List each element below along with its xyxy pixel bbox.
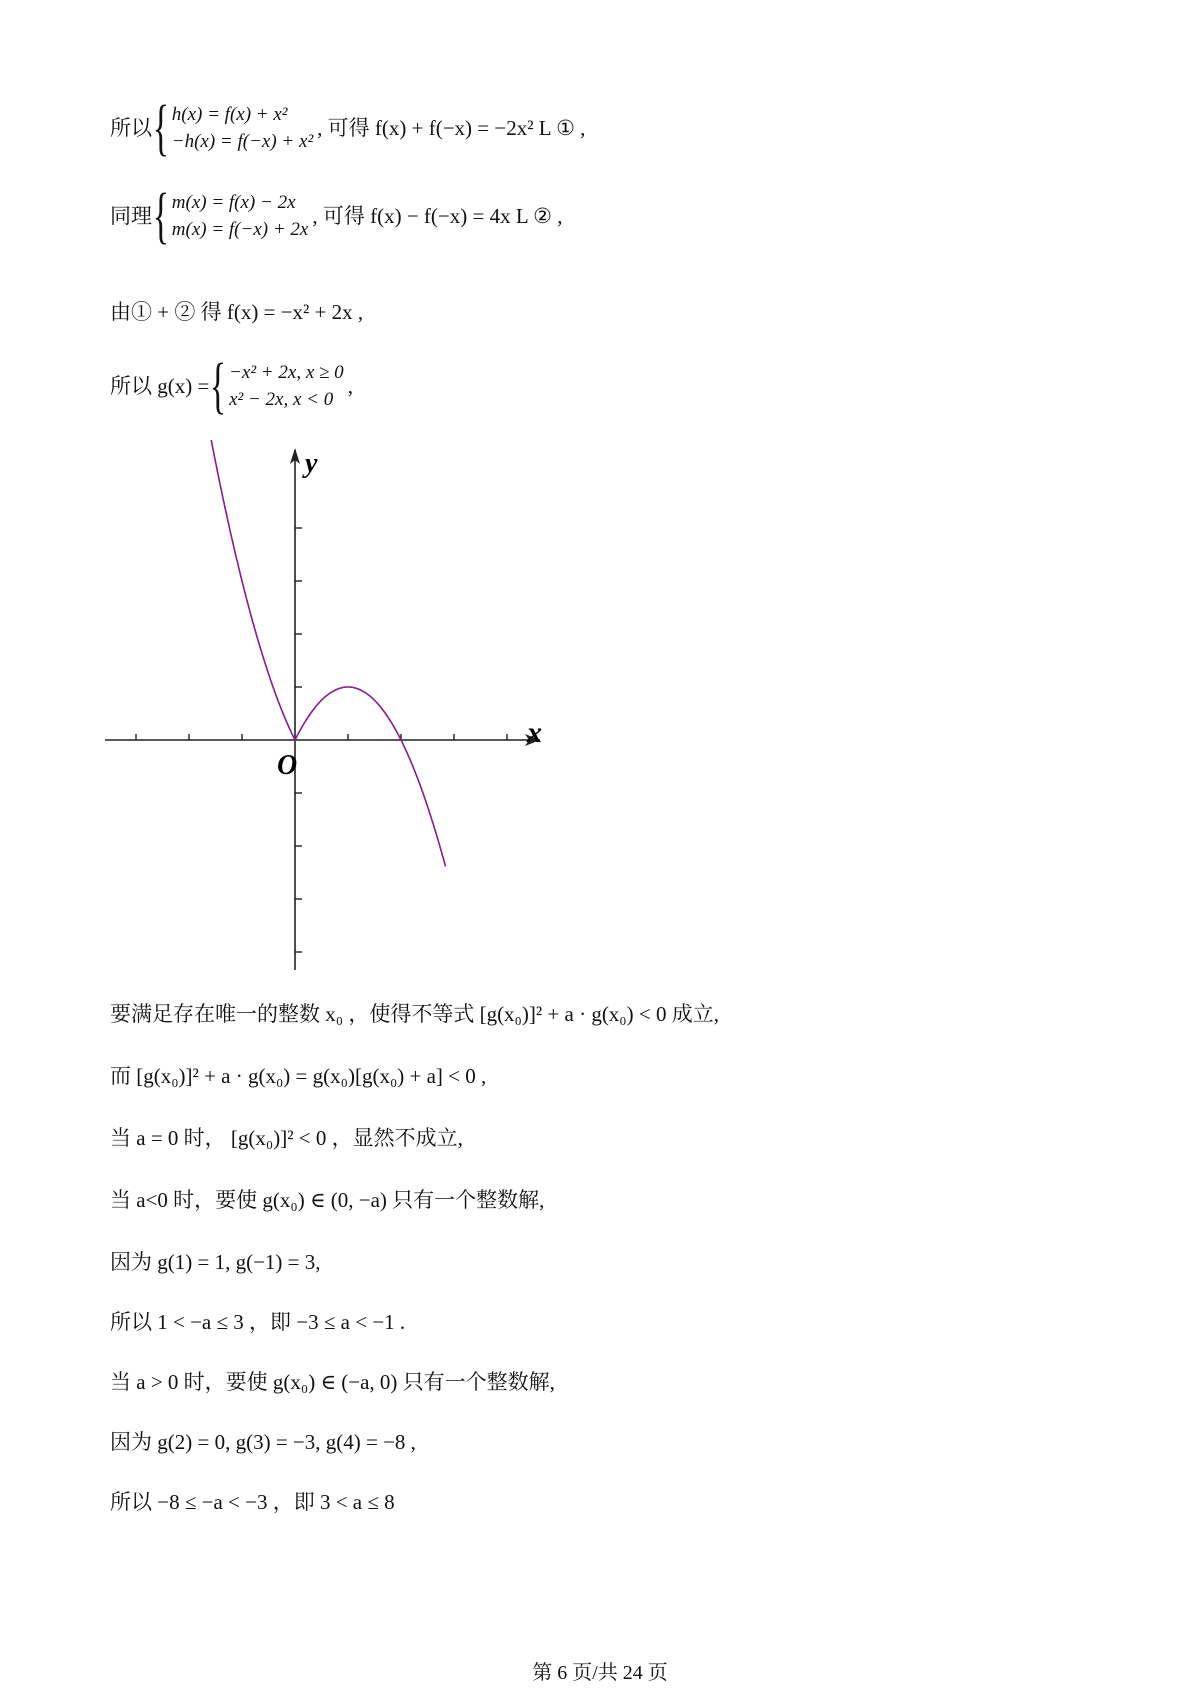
line-3: 由① + ② 得 f(x) = −x² + 2x , [110, 300, 364, 324]
line-13: 所以 −8 ≤ −a < −3 ，即 3 < a ≤ 8 [110, 1490, 395, 1514]
origin-label: O [277, 750, 298, 781]
line-8: 当 a<0 时，要使 g(x₀) ∈ (0, −a) 只有一个整数解, [110, 1188, 545, 1212]
line-1 [110, 94, 586, 162]
line-11: 当 a > 0 时，要使 g(x₀) ∈ (−a, 0) 只有一个整数解, [110, 1370, 555, 1394]
line-1-prefix: 所以 [110, 116, 152, 140]
case-b: m(x) = f(−x) + 2x [171, 219, 309, 240]
line-7: 当 a = 0 时， [g(x₀)]² < 0 ，显然不成立, [110, 1126, 463, 1150]
line-5: 要满足存在唯一的整数 x₀ ，使得不等式 [g(x₀)]² + a · g(x₀) < 0 成立, [110, 1002, 719, 1026]
case-a: h(x) = f(x) + x² [171, 104, 288, 125]
line-4 [110, 352, 353, 420]
x-axis-label: x [527, 716, 542, 749]
left-brace: { [210, 352, 227, 420]
page-footer: 第 6 页/共 24 页 [532, 1662, 668, 1684]
left-brace: { [152, 182, 170, 250]
line-6: 而 [g(x₀)]² + a · g(x₀) = g(x₀)[g(x₀) + a] < 0 , [110, 1064, 487, 1088]
case-b: x² − 2x, x < 0 [229, 389, 334, 410]
case-a: m(x) = f(x) − 2x [171, 192, 296, 213]
case-b: −h(x) = f(−x) + x² [171, 131, 314, 152]
line-2-prefix: 同理 [110, 204, 152, 228]
y-axis-label: y [305, 448, 318, 479]
line-4-suffix: , [347, 374, 353, 398]
function-graph [95, 440, 615, 980]
line-2-suffix: , 可得 f(x) − f(−x) = 4x L ② , [312, 204, 563, 228]
line-2-cases [172, 189, 309, 243]
line-1-cases [172, 101, 313, 155]
line-1-suffix: , 可得 f(x) + f(−x) = −2x² L ① , [317, 116, 586, 140]
line-2 [110, 182, 563, 250]
left-brace: { [152, 94, 170, 162]
case-a: −x² + 2x, x ≥ 0 [229, 362, 344, 383]
line-4-cases [229, 359, 344, 413]
line-10: 所以 1 < −a ≤ 3 ，即 −3 ≤ a < −1 . [110, 1310, 406, 1334]
line-12: 因为 g(2) = 0, g(3) = −3, g(4) = −8 , [110, 1430, 416, 1454]
line-4-prefix: 所以 g(x) = [110, 374, 210, 398]
line-9: 因为 g(1) = 1, g(−1) = 3, [110, 1250, 321, 1274]
g-curve [210, 440, 445, 866]
